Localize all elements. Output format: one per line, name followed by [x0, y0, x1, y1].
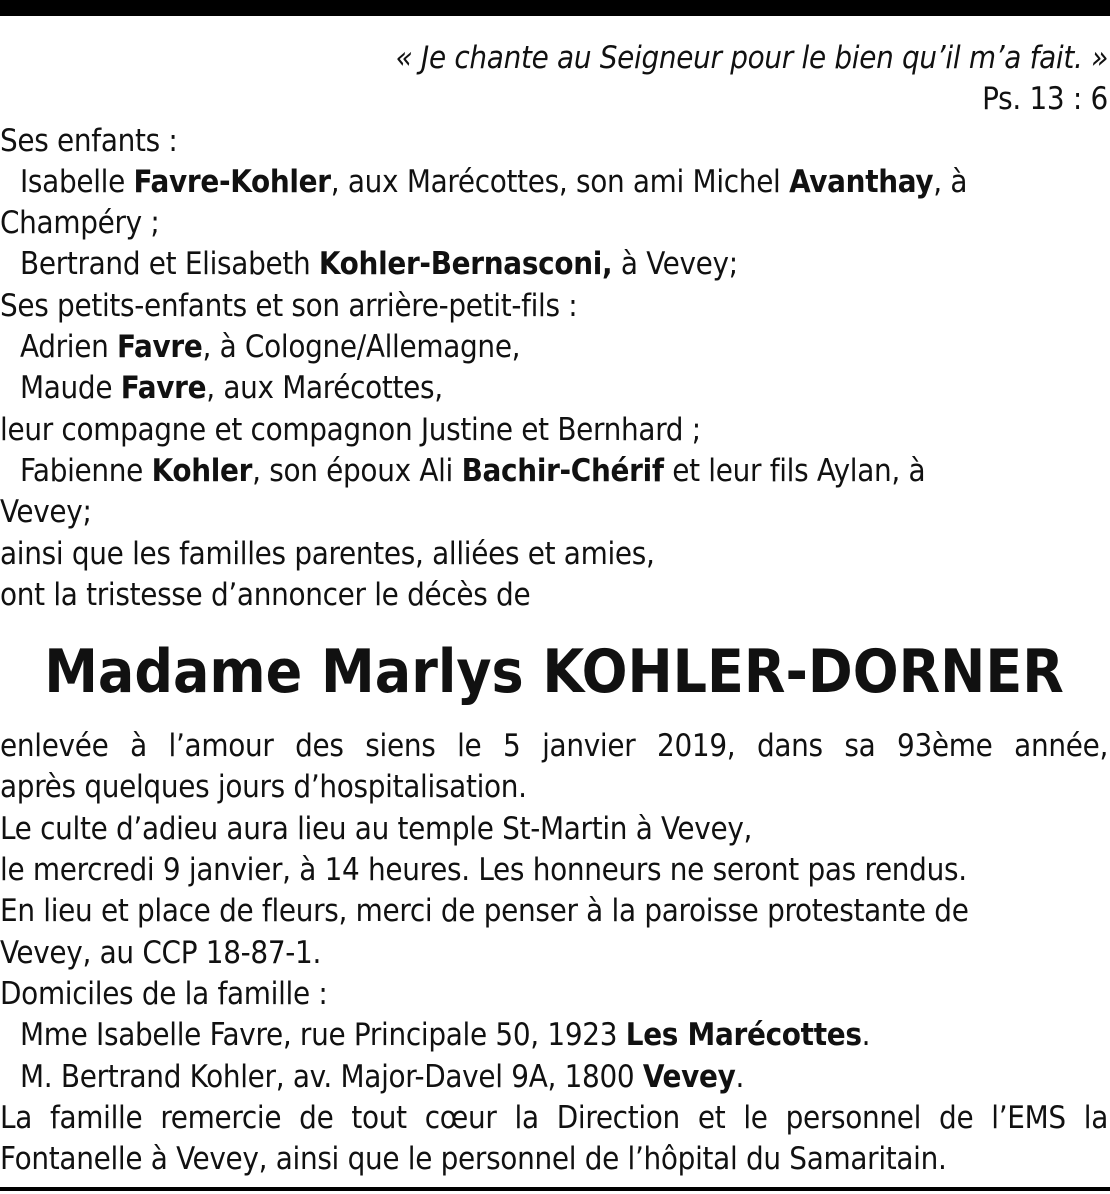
- grandchild-entry: [0, 451, 1108, 492]
- companions-line: leur compagne et compagnon Justine et Bernhard ;: [0, 411, 701, 448]
- text: Maude: [20, 370, 121, 407]
- domicile-entry: [0, 1057, 1108, 1098]
- death-details-line: après quelques jours d’hospitalisation.: [0, 769, 527, 806]
- top-rule: [0, 0, 1110, 16]
- text: , à: [933, 163, 968, 200]
- text: Isabelle: [20, 163, 134, 200]
- text: à Vevey;: [612, 246, 738, 283]
- text: , son époux Ali: [252, 452, 462, 489]
- child-entry-continuation: Champéry ;: [0, 205, 160, 242]
- text: Adrien: [20, 329, 118, 366]
- text: Fabienne: [20, 452, 152, 489]
- locality: Les Marécottes: [625, 1017, 862, 1054]
- address-text: M. Bertrand Kohler, av. Major-Davel 9A, 1800: [20, 1058, 643, 1095]
- service-details-line: le mercredi 9 janvier, à 14 heures. Les honneurs ne seront pas rendus.: [0, 852, 967, 889]
- obituary-notice: [0, 38, 1108, 1180]
- surname: Favre: [120, 370, 207, 407]
- surname: Favre-Kohler: [133, 163, 331, 200]
- thanks-line: La famille remercie de tout cœur la Direction et le personnel de l’EMS la: [0, 1099, 1108, 1136]
- surname: Avanthay: [789, 163, 934, 200]
- grandchild-entry-continuation: Vevey;: [0, 494, 92, 531]
- text: .: [735, 1058, 745, 1095]
- surname: Kohler: [151, 452, 253, 489]
- service-details-line: Le culte d’adieu aura lieu au temple St-Martin à Vevey,: [0, 810, 753, 847]
- text: .: [861, 1017, 871, 1054]
- text: , aux Marécottes,: [206, 370, 443, 407]
- announcement-line: ont la tristesse d’annoncer le décès de: [0, 576, 531, 613]
- text: Bertrand et Elisabeth: [20, 246, 319, 283]
- grandchild-entry: [0, 327, 1108, 368]
- child-entry: [0, 244, 1108, 285]
- epigraph-quote: « Je chante au Seigneur pour le bien qu’il m’a fait. »: [395, 40, 1108, 76]
- surname: Bachir-Chérif: [461, 452, 664, 489]
- grandchildren-heading: Ses petits-enfants et son arrière-petit-fils :: [0, 287, 578, 324]
- donation-line: Vevey, au CCP 18-87-1.: [0, 934, 322, 971]
- grandchild-entry: [0, 368, 1108, 409]
- address-text: Mme Isabelle Favre, rue Principale 50, 1923: [20, 1017, 626, 1054]
- domicile-entry: [0, 1015, 1108, 1056]
- relatives-line: ainsi que les familles parentes, alliées et amies,: [0, 535, 655, 572]
- text: , aux Marécottes, son ami Michel: [330, 163, 790, 200]
- thanks-line: Fontanelle à Vevey, ainsi que le personnel de l’hôpital du Samaritain.: [0, 1141, 947, 1178]
- locality: Vevey: [642, 1058, 736, 1095]
- surname: Kohler-Bernasconi,: [318, 246, 613, 283]
- bottom-rule: [0, 1187, 1110, 1191]
- deceased-name: Madame Marlys KOHLER-DORNER: [44, 637, 1064, 708]
- surname: Favre: [117, 329, 203, 366]
- domiciles-heading: Domiciles de la famille :: [0, 975, 328, 1012]
- child-entry: [0, 162, 1108, 203]
- children-heading: Ses enfants :: [0, 122, 178, 159]
- donation-line: En lieu et place de fleurs, merci de penser à la paroisse protestante de: [0, 893, 969, 930]
- epigraph-reference: Ps. 13 : 6: [982, 81, 1108, 118]
- text: , à Cologne/Allemagne,: [202, 329, 521, 366]
- text: et leur fils Aylan, à: [663, 452, 926, 489]
- death-details-line: enlevée à l’amour des siens le 5 janvier 2019, dans sa 93ème année,: [0, 728, 1108, 765]
